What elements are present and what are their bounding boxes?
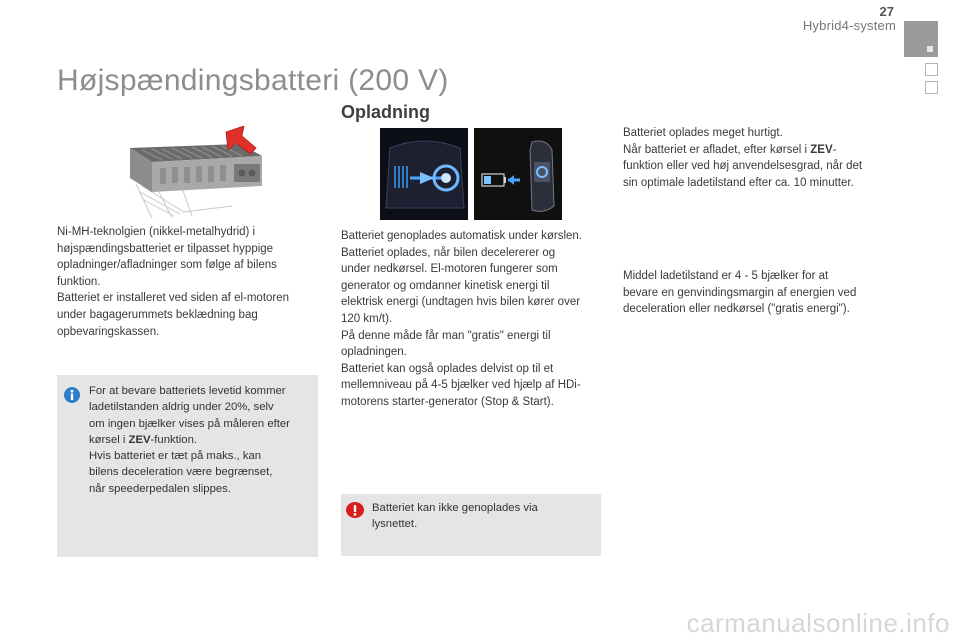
battery-description: Ni-MH-teknolgien (nikkel-metalhydrid) i højspændingsbatteriet er tilpasset hyppige opladninger/afladninger som følge af bilens funktion. Batteriet er installeret ved siden af el-motoren under bagagerummets beklædning bag opbevaringskassen. <box>57 226 290 338</box>
page-number: 27 <box>879 4 894 19</box>
watermark: carmanualsonline.info <box>686 608 950 638</box>
text-line: Batteriet oplades meget hurtigt. <box>623 127 783 139</box>
section-label: Hybrid4-system <box>802 18 896 33</box>
text-line: sin optimale ladetilstand efter ca. 10 minutter. <box>623 176 854 189</box>
info-line: For at bevare batteriets levetid kommer <box>89 385 286 397</box>
text-segment: - <box>832 143 837 156</box>
info-line: Hvis batteriet er tæt på maks., kan <box>89 450 262 463</box>
warning-icon <box>346 502 364 518</box>
info-note <box>89 383 313 497</box>
battery-charge-diagram <box>474 128 562 220</box>
section-tab <box>925 63 938 76</box>
zev-label: ZEV <box>810 143 833 156</box>
info-line <box>89 432 313 448</box>
charging-description: Batteriet genoplades automatisk under kørslen. Batteriet oplades, når bilen decelererer og under nedkørsel. El-motoren fungerer som generator og omdanner kinetisk energi til elektrisk energi (undtagen hvis bilen kører over 120 km/t). På denne måde får man "gratis" energi til opladningen. Batteriet kan også oplades delvist op til et mellemniveau på 4-5 bjælker ved hjælp af HDi- motorens starter-generator (Stop & Start). <box>341 230 582 408</box>
page-title: Højspændingsbatteri (200 V) <box>57 64 449 97</box>
warning-note: Batteriet kan ikke genoplades via lysnettet. <box>372 502 538 531</box>
car-regeneration-illustration <box>380 128 468 220</box>
average-charge-description: Middel ladetilstand er 4 - 5 bjælker for at bevare en genvindingsmargin af energien ved deceleration eller nedkørsel ("gratis energi"). <box>623 270 857 316</box>
info-line: når speederpedalen slippes. <box>89 482 231 495</box>
battery-illustration <box>122 126 272 221</box>
info-icon <box>64 387 80 403</box>
section-heading: Opladning <box>341 102 430 122</box>
section-tab <box>925 81 938 94</box>
section-tab-active <box>904 21 938 57</box>
info-text-segment: -funktion. <box>150 433 197 446</box>
fast-charge-description <box>623 125 898 191</box>
info-line: ladetilstanden aldrig under 20%, selv <box>89 401 274 414</box>
info-text-segment: kørsel i <box>89 433 129 446</box>
text-segment: Når batteriet er afladet, efter kørsel i <box>623 143 811 156</box>
info-line: om ingen bjælker vises på måleren efter <box>89 417 290 430</box>
zev-label: ZEV <box>128 433 151 446</box>
info-line: bilens deceleration være begrænset, <box>89 466 273 479</box>
text-line <box>623 142 898 159</box>
text-line: funktion eller ved høj anvendelsesgrad, når det <box>623 160 863 173</box>
